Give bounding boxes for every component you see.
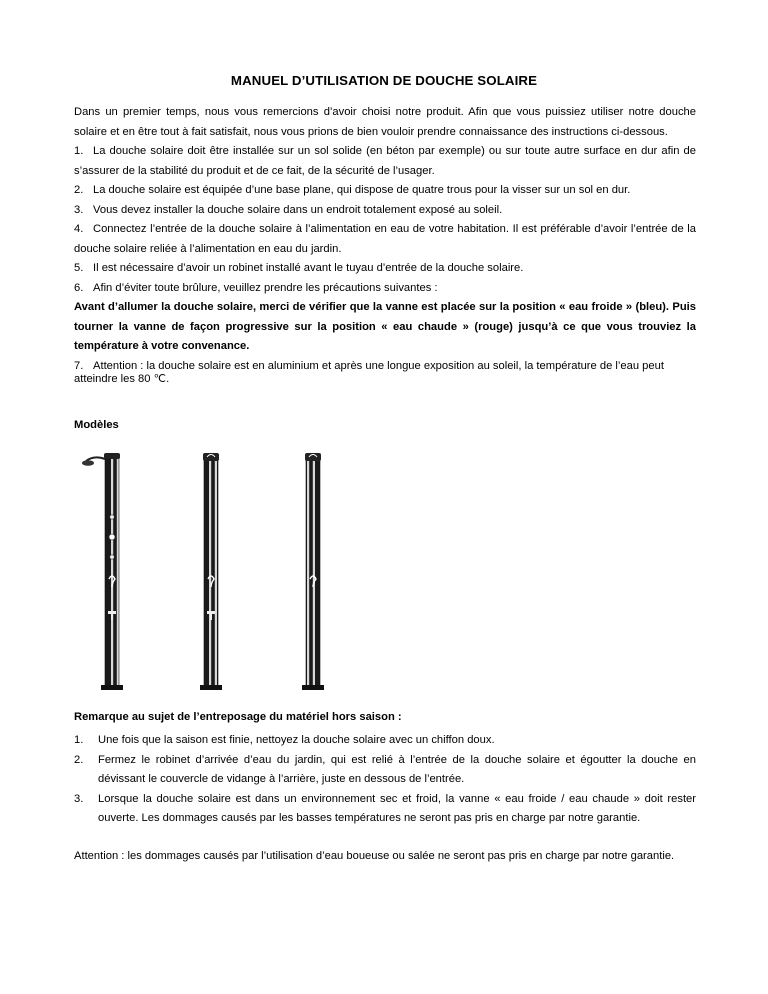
models-heading: Modèles [74,419,119,431]
step-text: Connectez l’entrée de la douche solaire à l’alimentation en eau de votre habitation. Il est préférable d’avoir l’entrée de la douche solaire reliée à l’alimentation en eau du jardin. [74,223,696,255]
shower-model-2 [200,453,222,690]
remark-number: 3. [74,792,84,805]
step-number: 3. [74,203,84,216]
step-number: 1. [74,145,84,157]
step-number: 5. [74,262,84,274]
remark-number: 1. [74,734,84,746]
shower-models-illustration [80,451,380,695]
remark-number: 2. [74,753,84,766]
remark-text: Fermez le robinet d’arrivée d’eau du jardin, qui est relié à l’entrée de la douche solaire et égoutter la douche en dévissant le couvercle de vidange à l’arrière, juste en dessous de l’entrée. [98,753,696,785]
list-item [74,279,696,299]
list-item [74,201,696,221]
step-text: Il est nécessaire d’avoir un robinet installé avant le tuyau d’entrée de la douche solaire. [93,262,524,274]
instructions-list [74,142,696,376]
list-item [74,731,696,751]
remark-text: Lorsque la douche solaire est dans un environnement sec et froid, la vanne « eau froide / eau chaude » doit rester ouverte. Les dommages causés par les basses températures ne seront pas pris en charge par notre garantie. [98,792,696,824]
step-number: 7. [74,359,84,372]
intro-paragraph: Dans un premier temps, nous vous remercions d’avoir choisi notre produit. Afin que vous puissiez utiliser notre douche solaire et en être tout à fait satisfait, nous vous prions de bien vouloir prendre connaissance des instructions ci-dessous. [74,106,696,138]
shower-model-3 [302,453,324,690]
storage-heading: Remarque au sujet de l’entreposage du matériel hors saison : [74,711,402,723]
document-title: MANUEL D’UTILISATION DE DOUCHE SOLAIRE [230,73,538,88]
step-text: La douche solaire est équipée d’une base plane, qui dispose de quatre trous pour la visser sur un sol en dur. [93,184,631,196]
step-number: 2. [74,184,84,196]
remark-text: Une fois que la saison est finie, nettoyez la douche solaire avec un chiffon doux. [98,734,495,746]
step-number: 6. [74,281,84,294]
list-item [74,181,696,201]
warranty-attention-note: Attention : les dommages causés par l’utilisation d’eau boueuse ou salée ne seront pas pris en charge par notre garantie. [74,850,675,862]
step-text: Attention : la douche solaire est en aluminium et après une longue exposition au soleil, la température de l’eau peut [93,359,664,372]
safety-warning: Avant d’allumer la douche solaire, merci de vérifier que la vanne est placée sur la position « eau froide » (bleu). Puis tourner la vanne de façon progressive sur la position « eau chaude » (rouge) jusqu’à ce que vous trouviez la température à votre convenance. [74,301,696,352]
step-text: Vous devez installer la douche solaire dans un endroit totalement exposé au soleil. [93,203,503,216]
list-item [74,790,696,829]
temperature-line: atteindre les 80 ℃. [74,373,170,385]
list-item [74,751,696,790]
step-number: 4. [74,223,84,235]
step-text: La douche solaire doit être installée sur un sol solide (en béton par exemple) ou sur toute autre surface en dur afin de s’assurer de la stabilité du produit et de ce fait, de la sécurité de l’usager. [74,145,696,177]
list-item [74,259,696,279]
solar-shower-image [80,451,380,695]
list-item [74,220,696,259]
list-item [74,142,696,181]
storage-remarks-list [74,731,696,829]
shower-model-1 [82,453,123,690]
step-text: Afin d’éviter toute brûlure, veuillez prendre les précautions suivantes : [93,281,438,294]
